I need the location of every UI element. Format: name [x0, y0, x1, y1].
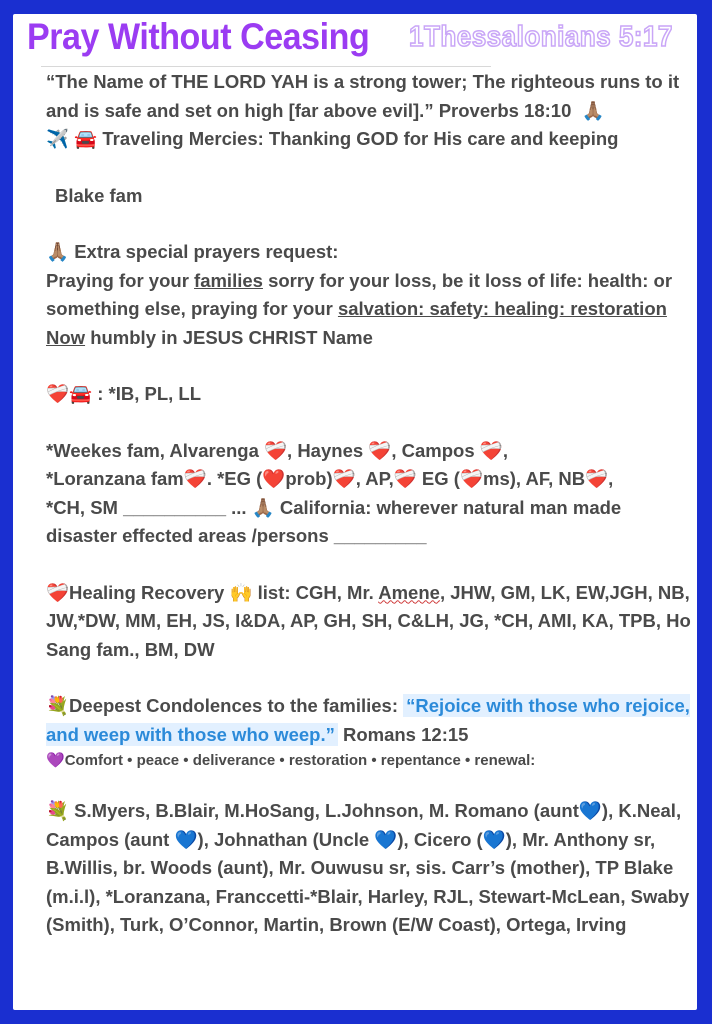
condolences: 💐Deepest Condolences to the families: “Rejoice with those who rejoice, and weep with those who weep.” Romans 12:15	[46, 695, 690, 745]
families-link: families	[194, 269, 263, 291]
airplane-car-icon: ✈️ 🚘	[46, 128, 98, 149]
mended-heart-icon: ❤️‍🩹	[368, 439, 392, 461]
divider	[41, 66, 491, 67]
mended-heart-icon: ❤️‍🩹	[393, 468, 417, 489]
blue-heart-icon: 💙	[174, 828, 198, 850]
salvation-link: salvation: safety: healing: restoration Now	[46, 298, 667, 348]
prayer-content	[46, 68, 692, 940]
mended-heart-icon: ❤️‍🩹	[264, 439, 288, 461]
comfort-line: 💜Comfort • peace • deliverance • restoration • repentance • renewal:	[46, 752, 536, 769]
page-frame	[13, 14, 697, 1010]
praying-paragraph: Praying for your families sorry for your loss, be it loss of life: health: or something else, praying for your salvation: safety: healing: restoration Now humbly in JESUS CHRIST Name	[46, 269, 673, 348]
extra-prayers-heading: 🙏🏽 Extra special prayers request:	[46, 241, 339, 262]
travel-list: ❤️‍🩹🚘 : *IB, PL, LL	[46, 383, 202, 404]
page-title: Pray Without Ceasing	[27, 16, 370, 57]
raised-hands-icon: 🙌	[229, 581, 253, 603]
healing-recovery-list: ❤️‍🩹Healing Recovery 🙌 list: CGH, Mr. Amene, JHW, GM, LK, EW,JGH, NB, JW,*DW, MM, EH, JS, I&DA, AP, GH, SH, C&LH, JG, *CH, AMI, KA, TPB, Ho Sang fam., BM, DW	[46, 581, 691, 660]
blue-heart-icon: 💙	[578, 800, 602, 821]
romans-citation: Romans 12:15	[337, 723, 469, 745]
praying-hands-icon: 🙏🏽	[581, 99, 605, 121]
verse-paragraph: “The Name of THE LORD YAH is a strong tower; The righteous runs to it and is safe and set on high [far above evil].” Proverbs 18:10 🙏🏽	[46, 71, 680, 121]
scripture-reference: 1Thessalonians 5:17	[409, 21, 673, 53]
red-heart-icon: ❤️	[262, 468, 286, 489]
blake-fam: Blake fam	[55, 184, 143, 206]
bouquet-icon: 💐	[46, 800, 70, 821]
purple-heart-icon: 💜	[46, 752, 65, 769]
names-list-2: 💐 S.Myers, B.Blair, M.HoSang, L.Johnson, M. Romano (aunt💙), K.Neal, Campos (aunt 💙), Johnathan (Uncle 💙), Cicero (💙), Mr. Anthony sr, B.Willis, br. Woods (aunt), Mr. Ouwusu sr, sis. Carr’s (mother), TP Blake (m.i.l), *Loranzana, Franccetti-*Blair, Harley, RJL, Stewart-McLean, Swaby (Smith), Turk, O’Connor, Martin, Brown (E/W Coast), Ortega, Irving	[46, 800, 690, 935]
romans-quote: “Rejoice with those who rejoice, and weep with those who weep.”	[46, 695, 690, 745]
mended-heart-icon: ❤️‍🩹	[479, 439, 503, 461]
mended-heart-icon: ❤️‍🩹	[46, 581, 70, 603]
praying-hands-icon: 🙏🏽	[46, 241, 70, 262]
bouquet-icon: 💐	[46, 695, 70, 716]
mended-heart-icon: ❤️‍🩹	[183, 468, 207, 489]
mended-heart-icon: ❤️‍🩹	[459, 468, 484, 489]
traveling-mercies: ✈️ 🚘 Traveling Mercies: Thanking GOD for His care and keeping	[46, 128, 619, 149]
verse-citation: Proverbs 18:10	[438, 99, 572, 121]
blue-heart-icon: 💙	[374, 828, 398, 850]
heart-car-icon: ❤️‍🩹🚘	[46, 383, 93, 404]
names-list-1: *Weekes fam, Alvarenga ❤️‍🩹, Haynes ❤️‍🩹, Campos ❤️‍🩹, *Loranzana fam❤️‍🩹. *EG (❤️prob)❤️‍🩹, AP,❤️‍🩹 EG (❤️‍🩹ms), AF, NB❤️‍🩹, *CH, SM __________ ... 🙏🏽 California: wherever natural man made disaster effected areas /persons _________	[46, 439, 622, 546]
mended-heart-icon: ❤️‍🩹	[585, 468, 609, 489]
verse-text: The Name of THE LORD YAH is a strong tower; The righteous runs to it and is safe and set on high [far above evil].	[46, 71, 680, 121]
praying-hands-icon: 🙏🏽	[251, 496, 275, 518]
blue-heart-icon: 💙	[482, 828, 506, 850]
mended-heart-icon: ❤️‍🩹	[332, 468, 356, 489]
